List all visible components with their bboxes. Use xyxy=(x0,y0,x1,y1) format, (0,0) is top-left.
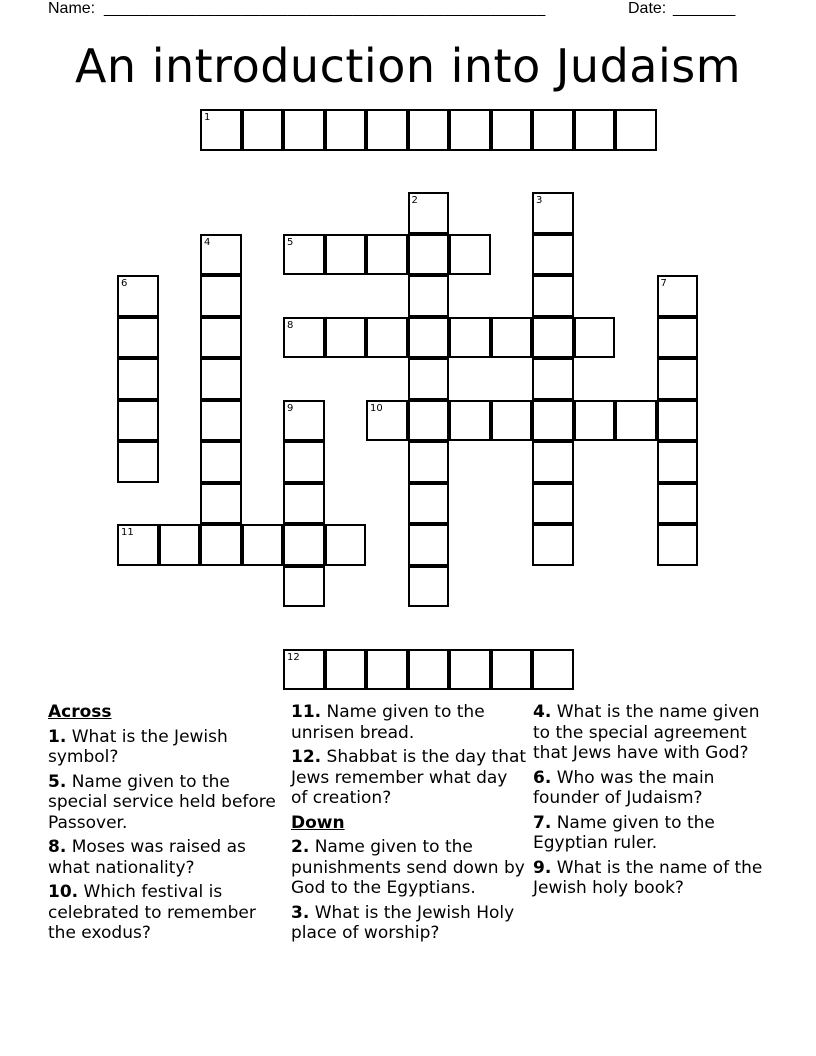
grid-cell[interactable] xyxy=(449,400,491,442)
grid-cell[interactable] xyxy=(283,400,325,442)
grid-cell[interactable] xyxy=(325,649,367,691)
clue-text: What is the name given to the special agreement that Jews have with God? xyxy=(533,702,760,763)
grid-cell[interactable] xyxy=(532,524,574,566)
grid-cell[interactable] xyxy=(574,317,616,359)
grid-cell[interactable] xyxy=(408,483,450,525)
grid-cell[interactable] xyxy=(657,275,699,317)
grid-cell[interactable] xyxy=(283,524,325,566)
grid-cell[interactable] xyxy=(200,441,242,483)
across-clue xyxy=(291,702,527,743)
grid-cell[interactable] xyxy=(491,649,533,691)
clue-number: 6. xyxy=(533,767,552,788)
across-clue xyxy=(48,882,284,944)
grid-cell[interactable] xyxy=(117,400,159,442)
grid-cell[interactable] xyxy=(532,483,574,525)
grid-cell[interactable] xyxy=(449,649,491,691)
clues-column-1 xyxy=(48,702,284,948)
down-clue xyxy=(533,813,773,854)
across-clue xyxy=(48,837,284,878)
grid-cell[interactable] xyxy=(283,566,325,608)
grid-cell[interactable] xyxy=(366,400,408,442)
grid-cell[interactable] xyxy=(325,234,367,276)
cell-number: 7 xyxy=(660,278,667,289)
clue-text: Name given to the punishments send down by God to the Egyptians. xyxy=(291,837,525,898)
grid-cell[interactable] xyxy=(283,234,325,276)
grid-cell[interactable] xyxy=(574,109,616,151)
clue-number: 8. xyxy=(48,837,67,857)
grid-cell[interactable] xyxy=(200,317,242,359)
grid-cell[interactable] xyxy=(325,524,367,566)
grid-cell[interactable] xyxy=(574,400,616,442)
grid-cell[interactable] xyxy=(532,234,574,276)
grid-cell[interactable] xyxy=(532,400,574,442)
grid-cell[interactable] xyxy=(615,400,657,442)
grid-cell[interactable] xyxy=(366,649,408,691)
grid-cell[interactable] xyxy=(200,275,242,317)
grid-cell[interactable] xyxy=(366,234,408,276)
grid-cell[interactable] xyxy=(491,317,533,359)
grid-cell[interactable] xyxy=(615,109,657,151)
grid-cell[interactable] xyxy=(117,275,159,317)
clues-column-2 xyxy=(291,702,527,948)
clue-text: Moses was raised as what nationality? xyxy=(48,837,246,878)
clue-text: Who was the main founder of Judaism? xyxy=(533,767,715,808)
grid-cell[interactable] xyxy=(283,109,325,151)
clue-text: What is the Jewish symbol? xyxy=(48,726,228,767)
grid-cell[interactable] xyxy=(200,358,242,400)
date-label: Date: xyxy=(628,0,667,17)
clues-column-3 xyxy=(533,702,773,903)
clue-number: 3. xyxy=(291,902,310,923)
name-label: Name: xyxy=(48,0,96,17)
clue-text: Name given to the unrisen bread. xyxy=(291,702,485,743)
grid-cell[interactable] xyxy=(657,317,699,359)
grid-cell[interactable] xyxy=(200,524,242,566)
grid-cell[interactable] xyxy=(449,234,491,276)
clue-number: 1. xyxy=(48,726,67,747)
grid-cell[interactable] xyxy=(657,524,699,566)
across-clue xyxy=(48,727,284,768)
grid-cell[interactable] xyxy=(242,109,284,151)
grid-cell[interactable] xyxy=(325,317,367,359)
grid-cell[interactable] xyxy=(408,109,450,151)
down-clue xyxy=(533,702,773,764)
grid-cell[interactable] xyxy=(408,566,450,608)
grid-cell[interactable] xyxy=(532,649,574,691)
grid-cell[interactable] xyxy=(408,234,450,276)
grid-cell[interactable] xyxy=(283,317,325,359)
across-heading: Across xyxy=(48,702,112,722)
clue-text: Which festival is celebrated to remember the exodus? xyxy=(48,882,256,943)
clue-text: Shabbat is the day that Jews remember what day of creation? xyxy=(291,747,527,808)
down-clue xyxy=(533,768,773,809)
grid-cell[interactable] xyxy=(532,441,574,483)
clue-text: What is the name of the Jewish holy book? xyxy=(533,857,763,898)
down-clue xyxy=(291,903,527,944)
grid-cell[interactable] xyxy=(657,441,699,483)
grid-cell[interactable] xyxy=(657,400,699,442)
grid-cell[interactable] xyxy=(532,275,574,317)
grid-cell[interactable] xyxy=(200,109,242,151)
clue-number: 4. xyxy=(533,702,552,722)
clue-number: 11. xyxy=(291,702,322,722)
grid-cell[interactable] xyxy=(657,483,699,525)
grid-cell[interactable] xyxy=(408,192,450,234)
clue-number: 2. xyxy=(291,837,310,857)
cell-number: 9 xyxy=(287,402,294,414)
grid-cell[interactable] xyxy=(408,317,450,359)
across-clue xyxy=(48,772,284,834)
clue-number: 10. xyxy=(48,882,79,902)
grid-cell[interactable] xyxy=(449,317,491,359)
clue-number: 9. xyxy=(533,857,552,878)
across-clue xyxy=(291,747,527,809)
grid-cell[interactable] xyxy=(491,109,533,151)
grid-cell[interactable] xyxy=(283,649,325,691)
grid-cell[interactable] xyxy=(408,649,450,691)
clue-number: 7. xyxy=(533,812,552,833)
cell-number: 6 xyxy=(121,278,128,289)
page-title: An introduction into Judaism xyxy=(74,39,742,93)
grid-cell[interactable] xyxy=(242,524,284,566)
down-clue xyxy=(533,858,773,899)
grid-cell[interactable] xyxy=(200,400,242,442)
cell-number: 2 xyxy=(411,195,418,206)
name-field[interactable]: ________________________________________________ xyxy=(104,0,546,17)
cell-number: 11 xyxy=(121,527,134,538)
grid-cell[interactable] xyxy=(408,524,450,566)
cell-number: 5 xyxy=(287,236,294,248)
grid-cell[interactable] xyxy=(366,109,408,151)
grid-cell[interactable] xyxy=(408,358,450,400)
grid-cell[interactable] xyxy=(117,441,159,483)
grid-cell[interactable] xyxy=(408,275,450,317)
cell-number: 3 xyxy=(536,195,543,206)
grid-cell[interactable] xyxy=(117,358,159,400)
clue-text: Name given to the special service held before Passover. xyxy=(48,771,276,833)
grid-cell[interactable] xyxy=(366,317,408,359)
grid-cell[interactable] xyxy=(449,109,491,151)
cell-number: 1 xyxy=(204,112,211,123)
grid-cell[interactable] xyxy=(491,400,533,442)
grid-cell[interactable] xyxy=(283,441,325,483)
date-field[interactable]: _______ xyxy=(673,0,736,17)
grid-cell[interactable] xyxy=(117,524,159,566)
grid-cell[interactable] xyxy=(657,358,699,400)
grid-cell[interactable] xyxy=(532,358,574,400)
grid-cell[interactable] xyxy=(532,192,574,234)
cell-number: 12 xyxy=(287,651,300,663)
clue-text: Name given to the Egyptian ruler. xyxy=(533,812,715,853)
clue-number: 12. xyxy=(291,747,322,767)
grid-cell[interactable] xyxy=(408,441,450,483)
cell-number: 8 xyxy=(287,319,294,331)
grid-cell[interactable] xyxy=(200,234,242,276)
grid-cell[interactable] xyxy=(159,524,201,566)
cell-number: 4 xyxy=(204,236,211,248)
grid-cell[interactable] xyxy=(408,400,450,442)
clue-number: 5. xyxy=(48,771,67,792)
clue-text: What is the Jewish Holy place of worship? xyxy=(291,902,515,943)
grid-cell[interactable] xyxy=(283,483,325,525)
grid-cell[interactable] xyxy=(117,317,159,359)
grid-cell[interactable] xyxy=(532,109,574,151)
down-heading: Down xyxy=(291,812,345,833)
cell-number: 10 xyxy=(370,402,383,414)
grid-cell[interactable] xyxy=(325,109,367,151)
down-clue xyxy=(291,837,527,899)
grid-cell[interactable] xyxy=(200,483,242,525)
grid-cell[interactable] xyxy=(532,317,574,359)
